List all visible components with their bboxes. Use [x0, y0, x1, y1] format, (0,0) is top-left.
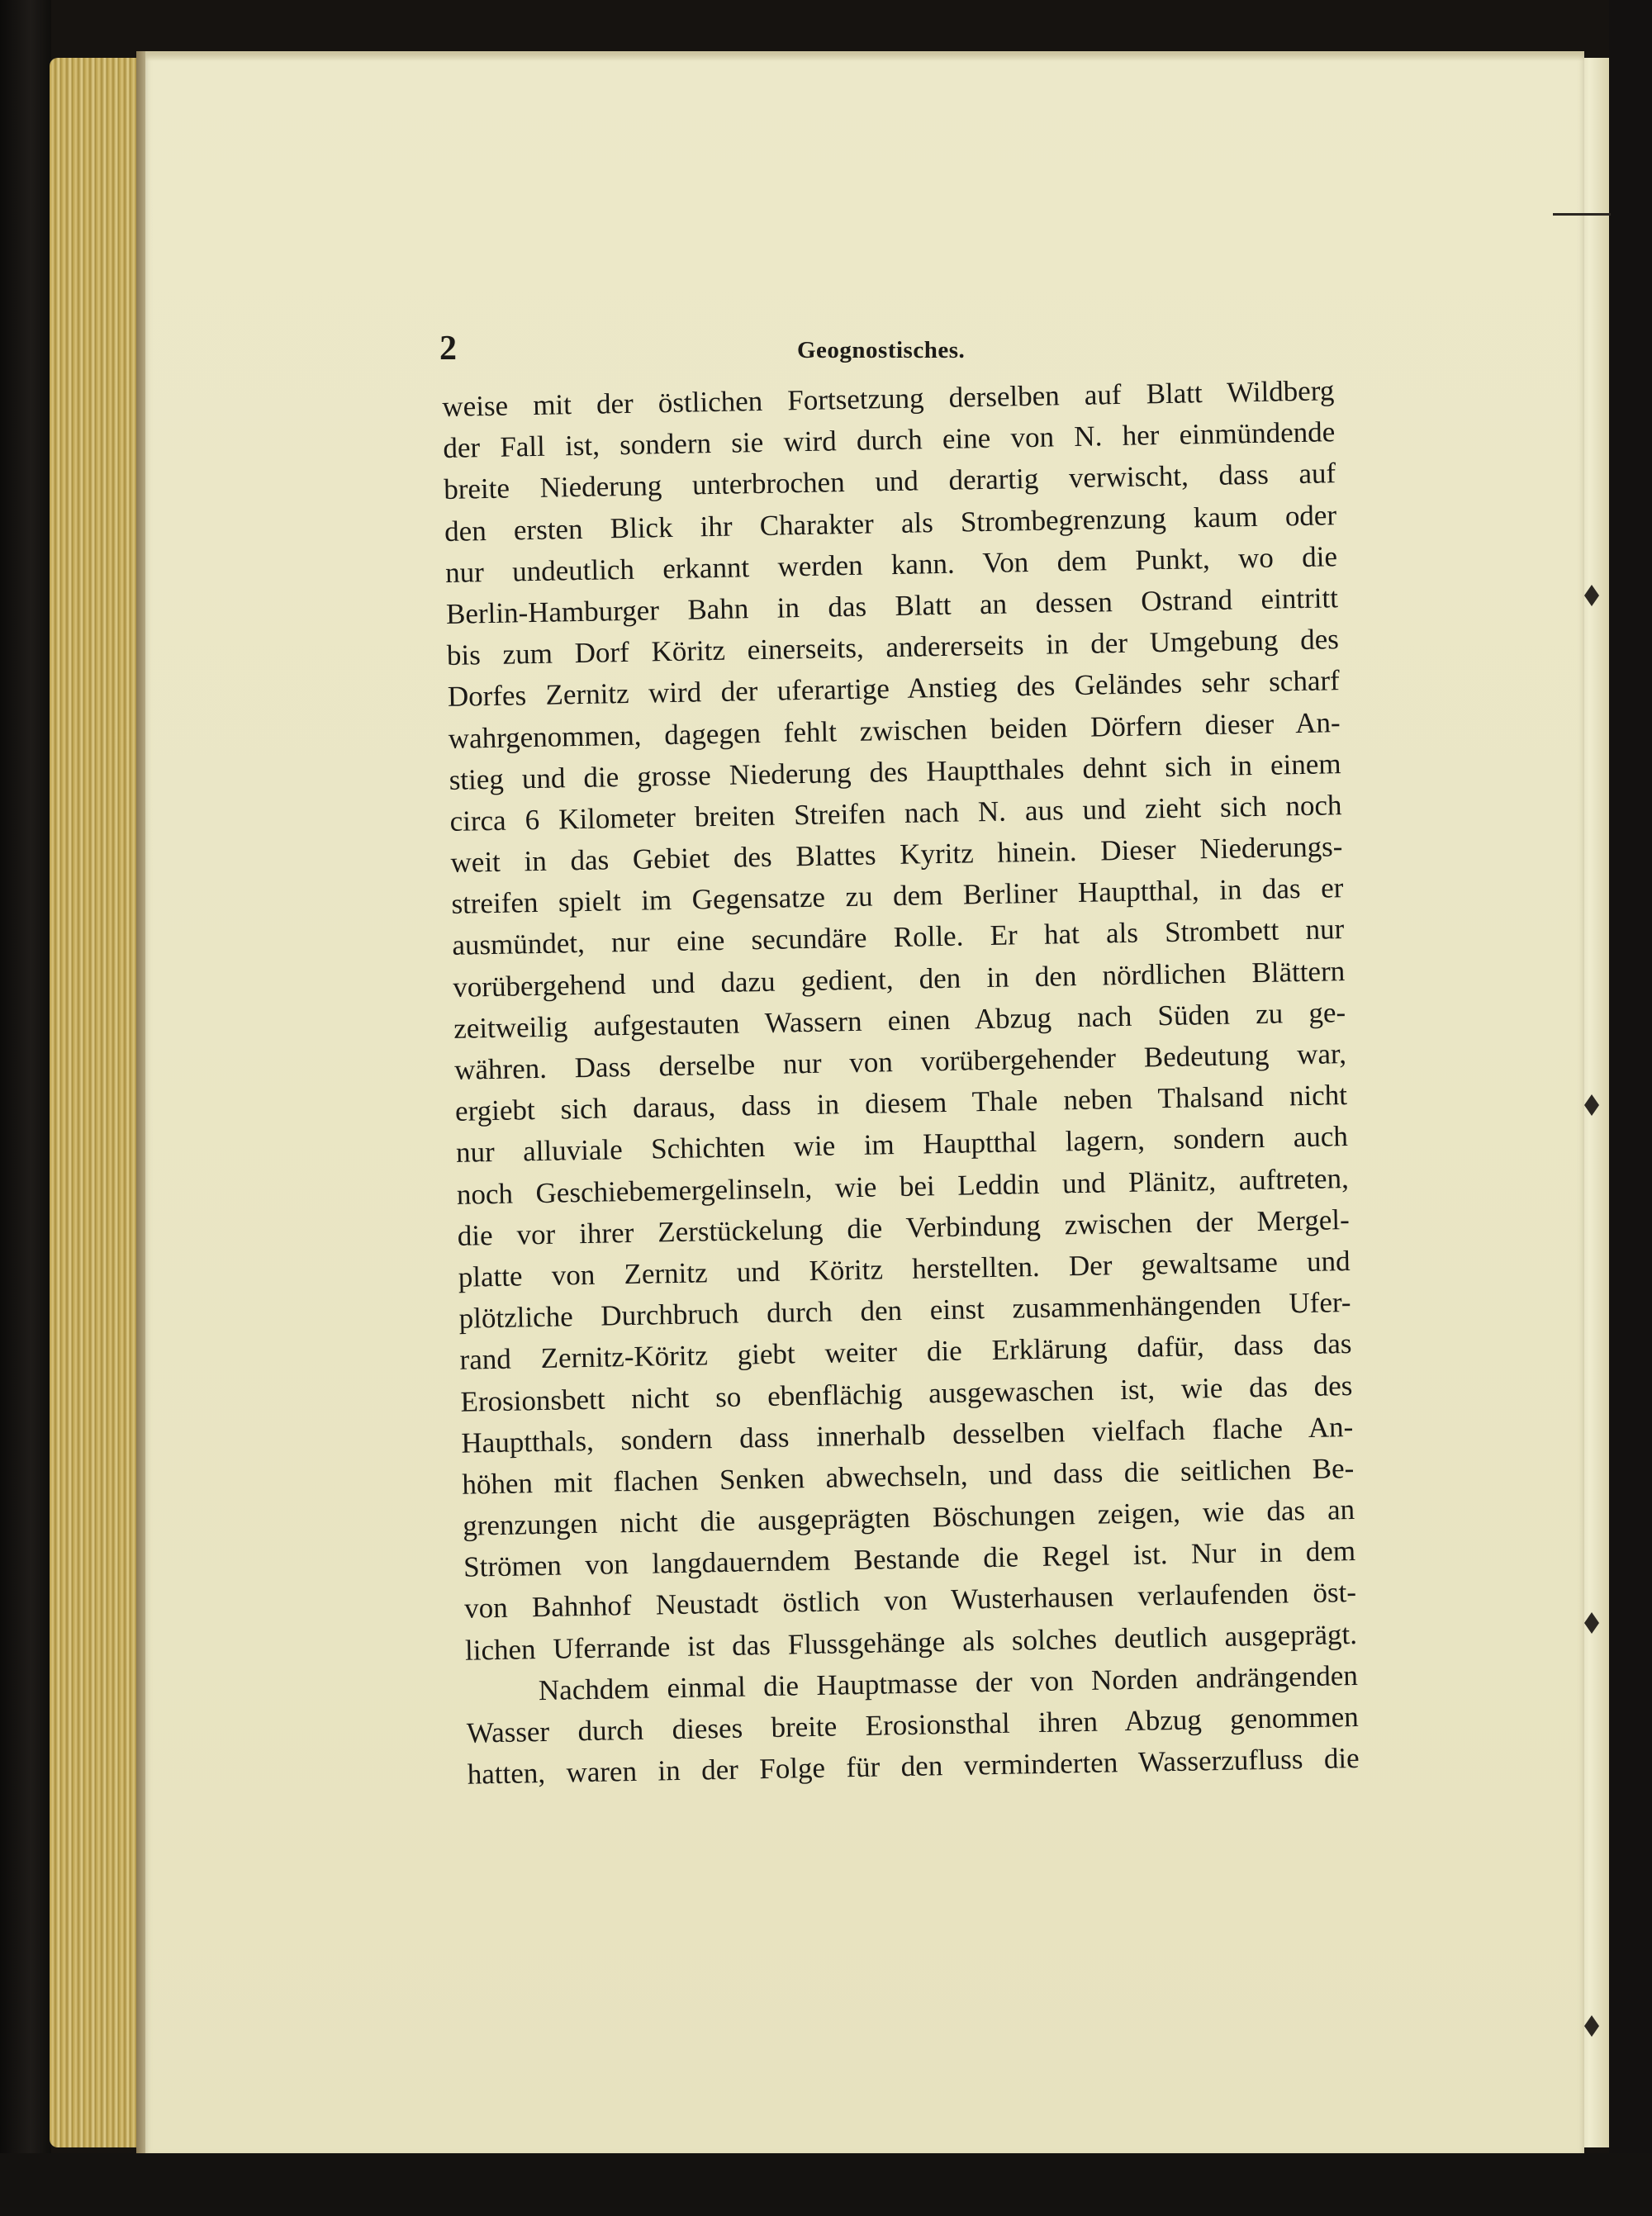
text-line: noch Geschiebemergelinseln, wie bei Leddin und Plänitz, auftreten, [456, 1161, 1350, 1211]
text-line: Hauptthals, sondern dass innerhalb desselben vielfach flache An- [461, 1410, 1354, 1459]
text-line: von Bahnhof Neustadt östlich von Wusterhausen verlaufenden öst- [463, 1576, 1357, 1625]
text-line: weit in das Gebiet des Blattes Kyritz hinein. Dieser Niederungs- [450, 830, 1343, 879]
text-line: die vor ihrer Zerstückelung die Verbindung zwischen der Mergel- [457, 1203, 1351, 1252]
text-line-paragraph-start: Nachdem einmal die Hauptmasse der von Norden andrängenden [538, 1658, 1359, 1706]
background-bottom [0, 2153, 1652, 2216]
page-number: 2 [439, 330, 457, 368]
text-line: Wasser durch dieses breite Erosionsthal ihren Abzug genommen [466, 1700, 1360, 1749]
text-line: ergiebt sich daraus, dass in diesem Thale neben Thalsand nicht [454, 1079, 1348, 1128]
text-line: Dorfes Zernitz wird der uferartige Anstieg des Geländes sehr scharf [447, 664, 1341, 714]
text-line: rand Zernitz-Köritz giebt weiter die Erklärung dafür, dass das [459, 1327, 1352, 1377]
text-line: grenzungen nicht die ausgeprägten Böschungen zeigen, wie das an [462, 1493, 1355, 1542]
page-header [438, 329, 1330, 370]
text-line: höhen mit flachen Senken abwechseln, und dass die seitlichen Be- [462, 1451, 1355, 1501]
text-line: streifen spielt im Gegensatze zu dem Berliner Hauptthal, in das er [451, 871, 1344, 921]
text-line: circa 6 Kilometer breiten Streifen nach N. aus und zieht sich noch [449, 788, 1342, 838]
text-line: bis zum Dorf Köritz einerseits, andererseits in der Umgebung des [446, 623, 1340, 672]
text-line: breite Niederung unterbrochen und derartig verwischt, dass auf [443, 457, 1336, 506]
book-cover-edge [0, 0, 51, 2216]
text-line: ausmündet, nur eine secundäre Rolle. Er hat als Strombett nur [452, 913, 1345, 962]
text-line: stieg und die grosse Niederung des Hauptthales dehnt sich in einem [449, 747, 1341, 796]
page-stack-gilt-edge [50, 58, 149, 2147]
page-top-shadow [145, 51, 1584, 61]
text-line: weise mit der östlichen Fortsetzung derselben auf Blatt Wildberg [442, 374, 1335, 423]
text-line: den ersten Blick ihr Charakter als Strombegrenzung kaum oder [444, 498, 1337, 548]
text-line: wahrgenommen, dagegen fehlt zwischen beiden Dörfern dieser An- [448, 705, 1341, 755]
text-line: vorübergehend und dazu gedient, den in den nördlichen Blättern [452, 954, 1346, 1004]
text-line: Berlin-Hamburger Bahn in das Blatt an dessen Ostrand eintritt [445, 581, 1339, 630]
running-head: Geognostisches. [797, 337, 966, 363]
text-line: platte von Zernitz und Köritz herstellten. Der gewaltsame und [458, 1244, 1351, 1293]
binding-thread-mark [1553, 213, 1611, 216]
text-line: lichen Uferrande ist das Flussgehänge als solches deutlich ausgeprägt. [464, 1617, 1358, 1667]
background-right [1609, 0, 1652, 2216]
text-line: hatten, waren in der Folge für den verminderten Wasserzufluss die [467, 1742, 1360, 1791]
text-line: Strömen von langdauerndem Bestande die Regel ist. Nur in dem [463, 1535, 1356, 1584]
text-line: der Fall ist, sondern sie wird durch eine von N. her einmündende [443, 415, 1336, 465]
text-line: nur alluviale Schichten wie im Hauptthal lagern, sondern auch [455, 1120, 1349, 1170]
text-line: Erosionsbett nicht so ebenflächig ausgewaschen ist, wie das des [460, 1369, 1353, 1418]
body-text [442, 370, 1360, 1796]
text-line: plötzliche Durchbruch durch den einst zusammenhängenden Ufer- [458, 1286, 1351, 1335]
text-line: nur undeutlich erkannt werden kann. Von dem Punkt, wo die [444, 539, 1338, 589]
text-line: zeitweilig aufgestauten Wassern einen Abzug nach Süden zu ge- [453, 995, 1346, 1045]
text-line: währen. Dass derselbe nur von vorübergehender Bedeutung war, [453, 1037, 1347, 1086]
